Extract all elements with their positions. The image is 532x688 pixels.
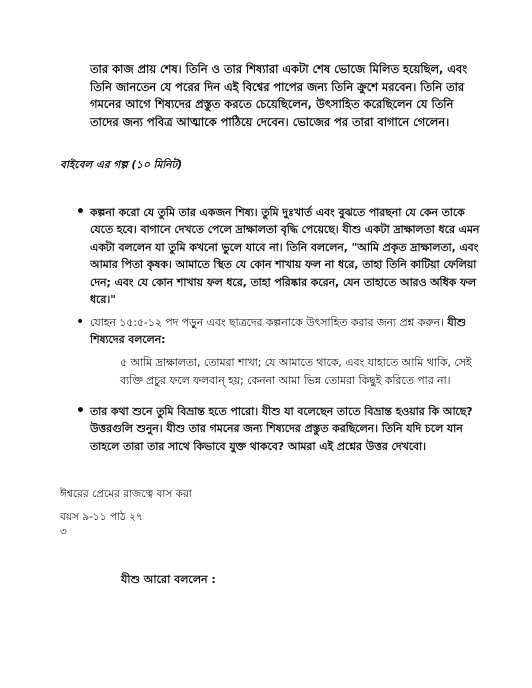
bullet-item-read-john bbox=[76, 314, 486, 349]
footer-title: ঈশ্বরের প্রেমের রাজত্বে বাস করা bbox=[60, 488, 192, 500]
bullet-item-imagine bbox=[76, 204, 486, 308]
bullet-icon: • bbox=[76, 403, 85, 419]
bullet-icon: • bbox=[76, 314, 85, 330]
section-heading: বাইবেল এর গল্প (১০ মিনিট) bbox=[60, 159, 183, 171]
bullet-text: যোহন ১৫:৫-১২ পদ পড়ুন এবং ছাত্রদের কল্পনাকে উৎসাহিত করার জন্য প্রশ্ন করুন। bbox=[90, 316, 444, 329]
final-line: যীশু আরো বললেন : bbox=[121, 573, 216, 586]
footer-age-lesson: বয়স ৯-১১ পাঠ ২৭ bbox=[60, 511, 143, 523]
intro-paragraph: তার কাজ প্রায় শেষ। তিনি ও তার শিষ্যারা একটা শেষ ভোজে মিলিত হয়েছিল, এবং তিনি জানতেন যে পরের দিন এই বিশ্বের পাপের জন্য তিনি ক্রুশে মরবেন। তিনি তার গমনের আগে শিষ্যদের প্রস্তুত করতে চেয়েছিলেন, উৎসাহিত করেছিলেন যে তিনি তাদের জন্য পবিত্র আত্মাকে পাঠিয়ে দেবেন। ভোজের পর তারা বাগানে গেলেন। bbox=[90, 62, 468, 129]
bullet-item-confused bbox=[76, 403, 486, 455]
bullet-icon: • bbox=[76, 204, 85, 220]
scripture-verse: ৫ আমি দ্রাক্ষালতা, তোমরা শাখা; যে আমাতে থাকে, এবং যাহাতে আমি থাকি, সেই ব্যক্তি প্রচুর ফলে ফলবান্ হয়; কেননা আমা ভিন্ন তোমরা কিছুই করিতে পার না। bbox=[120, 356, 472, 387]
bullet-bold-tail: যীশু শিষ্যদের বললেন: bbox=[90, 316, 466, 347]
bullet-text: তার কথা শুনে তুমি বিভ্রান্ত হতে পারো। যীশু যা বলেছেন তাতে বিভ্রান্ত হওয়ার কি আছে? উত্তরগুলি শুনুন। যীশু তার গমনের জন্য শিষ্যদের প্রস্তুত করছিলেন। তিনি যদি চলে যান তাহলে তারা তার সাথে কিভাবে যুক্ত থাকবে? আমরা এই প্রশ্নের উত্তর দেখবো। bbox=[90, 405, 473, 453]
bullet-text: কল্পনা করো যে তুমি তার একজন শিষ্য। তুমি দুঃখার্ত এবং বুঝতে পারছনা যে কেন তাকে যেতে হবে। বাগানে দেখতে পেলে দ্রাক্ষালতা বৃদ্ধি পেয়েছে। যীশু একটা দ্রাক্ষালতা ধরে এমন একটা বললেন যা তুমি কখনো ভুলে যাবে না। তিনি বললেন, "আমি প্রকৃত দ্রাক্ষালতা, এবং আমার পিতা কৃষক। আমাতে স্থিত যে কোন শাখায় ফল না ধরে, তাহা তিনি কাটিয়া ফেলিয়া দেন; এবং যে কোন শাখায় ফল ধরে, তাহা পরিষ্কার করেন, যেন তাহাতে আরও অধিক ফল ধরে।" bbox=[90, 206, 480, 307]
page-number: ৩ bbox=[60, 526, 67, 538]
